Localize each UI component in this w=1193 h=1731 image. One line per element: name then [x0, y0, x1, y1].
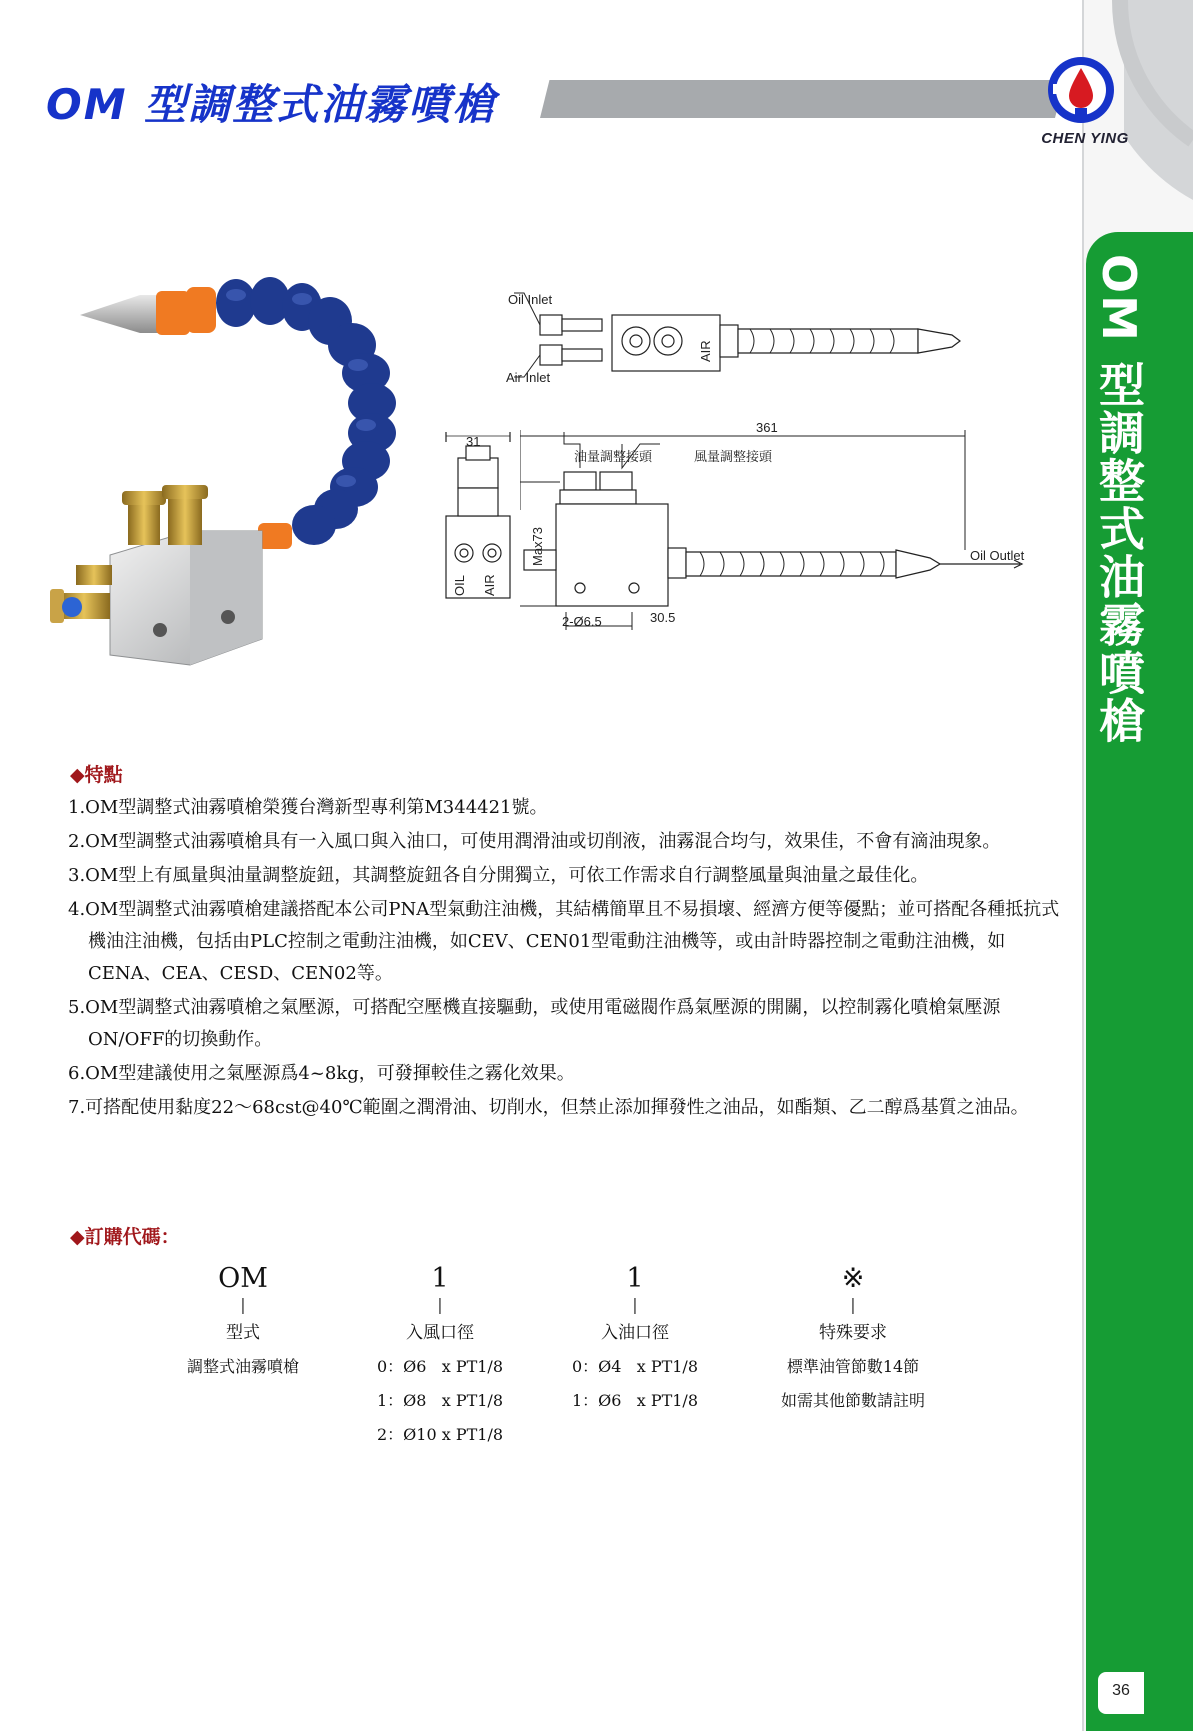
top-view-diagram [500, 285, 980, 390]
air-inlet-label: Air Inlet [506, 370, 551, 385]
hole-label: 2-Ø6.5 [562, 614, 602, 629]
order-tick: | [632, 1295, 638, 1314]
chen-ying-logo-icon [1045, 54, 1117, 126]
order-tick: | [437, 1295, 443, 1314]
feature-item: 5.OM型調整式油霧噴槍之氣壓源，可搭配空壓機直接驅動，或使用電磁閥作爲氣壓源的開關，以控制霧化噴槍氣壓源ON/OFF的切換動作。 [68, 997, 1001, 1050]
order-code: 1 [626, 1263, 644, 1294]
air-adjust-label: 風量調整接頭 [694, 450, 773, 465]
oil-outlet-label: Oil Outlet [970, 548, 1025, 563]
feature-item: 6.OM型建議使用之氣壓源爲4~8kg，可發揮較佳之霧化效果。 [68, 1063, 575, 1084]
dim-361-label: 361 [756, 420, 778, 435]
order-label: 入油口徑 [601, 1323, 669, 1343]
feature-item: 2.OM型調整式油霧噴槍具有一入風口與入油口，可使用潤滑油或切削液，油霧混合均勻，效果佳，不會有滴油現象。 [68, 831, 1001, 852]
feature-item: 3.OM型上有風量與油量調整旋鈕，其調整旋鈕各自分開獨立，可依工作需求自行調整風量與油量之最佳化。 [68, 865, 929, 886]
page-number: 36 [1112, 1682, 1130, 1699]
feature-item: 4.OM型調整式油霧噴槍建議搭配本公司PNA型氣動注油機，其結構簡單且不易損壞、經濟方便等優點；並可搭配各種抵抗式機油注油機，包括由PLC控制之電動注油機，如CEV、CEN01型電動注油機等，或由計時器控制之電動注油機，如CENA、CEA、CESD、CEN02等。 [68, 899, 1060, 984]
order-code: ※ [841, 1263, 865, 1294]
order-option: 如需其他節數請註明 [780, 1391, 925, 1410]
order-label: 特殊要求 [819, 1323, 887, 1343]
order-label: 入風口徑 [406, 1323, 474, 1343]
product-photo [40, 255, 440, 675]
dim-31-label: 31 [466, 434, 481, 449]
vertical-title: OM 型調整式油霧噴槍 [1092, 254, 1146, 745]
oil-label-side: OIL [452, 575, 467, 596]
air-label-side: AIR [482, 574, 497, 596]
page-title: OM 型調整式油霧噴槍 [46, 80, 497, 129]
order-code-heading: ◆訂購代碼： [70, 1226, 180, 1248]
oil-adjust-label: 油量調整接頭 [574, 450, 653, 465]
order-column-type [138, 1262, 348, 1384]
order-option: 1：Ø8 x PT1/8 [376, 1391, 504, 1410]
air-label-top: AIR [698, 340, 713, 362]
order-tick: | [240, 1295, 246, 1314]
order-label: 型式 [226, 1323, 260, 1343]
order-column-air-inlet [335, 1262, 545, 1452]
feature-item: 7.可搭配使用黏度22～68cst@40℃範圍之潤滑油、切削水，但禁止添加揮發性之油品，如酯類、乙二醇爲基質之油品。 [68, 1097, 1029, 1118]
brand-name: CHEN YING [1041, 130, 1129, 147]
feature-item: 1.OM型調整式油霧噴槍榮獲台灣新型專利第M344421號。 [68, 797, 548, 818]
order-option: 1：Ø6 x PT1/8 [571, 1391, 699, 1410]
order-option: 標準油管節數14節 [786, 1357, 920, 1376]
order-column-special [748, 1262, 958, 1418]
order-column-oil-inlet [530, 1262, 740, 1418]
order-option: 0：Ø6 x PT1/8 [376, 1357, 504, 1376]
header-bar [540, 80, 1064, 118]
dim-30-5-label: 30.5 [650, 610, 676, 625]
side-view-diagram [438, 428, 518, 603]
features-list [68, 792, 1068, 1126]
order-option: 0：Ø4 x PT1/8 [571, 1357, 699, 1376]
order-option: 2：Ø10 x PT1/8 [376, 1425, 504, 1444]
oil-inlet-label: Oil Inlet [508, 292, 553, 307]
order-tick: | [850, 1295, 856, 1314]
max73-label: Max73 [530, 526, 545, 566]
order-code: OM [218, 1263, 268, 1294]
features-heading: ◆特點 [70, 764, 123, 786]
order-code: 1 [431, 1263, 449, 1294]
order-option: 調整式油霧噴槍 [186, 1357, 299, 1376]
